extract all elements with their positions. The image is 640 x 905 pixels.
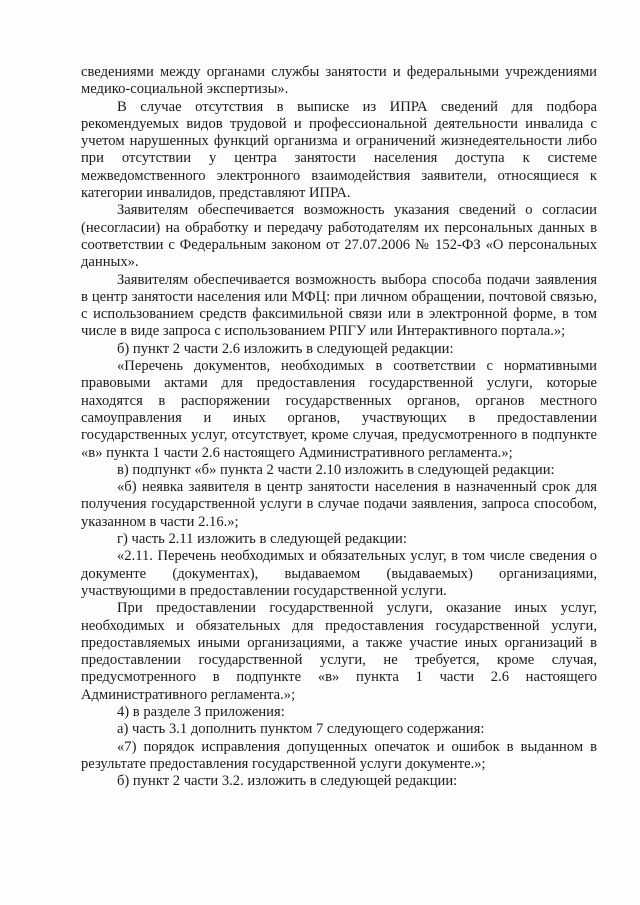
paragraph: б) пункт 2 части 2.6 изложить в следующей редакции: (117, 340, 454, 357)
paragraph: «7) порядок исправления допущенных опечаток и ошибок в выданном в результате предоставления государственной услуги документе.»; (81, 738, 597, 772)
paragraph: Заявителям обеспечивается возможность указания сведений о согласии (несогласии) на обработку и передачу работодателям их персональных данных в соответствии с Федеральным законом от 27.07.2006 № 152-ФЗ «О персональных данных». (81, 202, 597, 271)
paragraph: «б) неявка заявителя в центр занятости населения в назначенный срок для получения государственной услуги в случае подачи заявления, запроса способом, указанном в части 2.16.»; (81, 479, 597, 530)
paragraph: 4) в разделе 3 приложения: (117, 703, 285, 720)
paragraph: Заявителям обеспечивается возможность выбора способа подачи заявления в центр занятости населения или МФЦ: при личном обращении, почтовой связью, с использованием средств факсимильной связи или в электронной форме, в том числе в виде запроса с использованием РПГУ или Интерактивного портала.»; (81, 271, 597, 340)
paragraph: а) часть 3.1 дополнить пунктом 7 следующего содержания: (117, 721, 485, 738)
paragraph: сведениями между органами службы занятости и федеральными учреждениями медико-социальной экспертизы». (81, 64, 597, 98)
paragraph: «Перечень документов, необходимых в соответствии с нормативными правовыми актами для предоставления государственной услуги, которые находятся в распоряжении государственных органов, органов местного самоуправления и иных органов, участвующих в предоставлении государственных услуг, отсутствует, кроме случая, предусмотренного в подпункте «в» пункта 1 части 2.6 настоящего Административного регламента.»; (81, 358, 597, 461)
paragraph: г) часть 2.11 изложить в следующей редакции: (117, 531, 407, 548)
paragraph: «2.11. Перечень необходимых и обязательных услуг, в том числе сведения о документе (документах), выдаваемом (выдаваемых) организациями, участвующими в предоставлении государственной услуги. (81, 548, 597, 599)
document-body (81, 64, 597, 790)
paragraph: в) подпункт «б» пункта 2 части 2.10 изложить в следующей редакции: (117, 461, 555, 478)
paragraph: При предоставлении государственной услуги, оказание иных услуг, необходимых и обязательных для предоставления государственной услуги, предоставляемых иными организациями, а также участие иных организаций в предоставлении государственной услуги, не требуется, кроме случая, предусмотренного в подпункте «в» пункта 1 части 2.6 настоящего Административного регламента.»; (81, 600, 597, 703)
paragraph: б) пункт 2 части 3.2. изложить в следующей редакции: (117, 773, 458, 790)
paragraph: В случае отсутствия в выписке из ИПРА сведений для подбора рекомендуемых видов трудовой и профессиональной деятельности инвалида с учетом нарушенных функций организма и ограничений жизнедеятельности либо при отсутствии у центра занятости населения доступа к системе межведомственного электронного взаимодействия заявители, относящиеся к категории инвалидов, представляют ИПРА. (81, 98, 597, 202)
